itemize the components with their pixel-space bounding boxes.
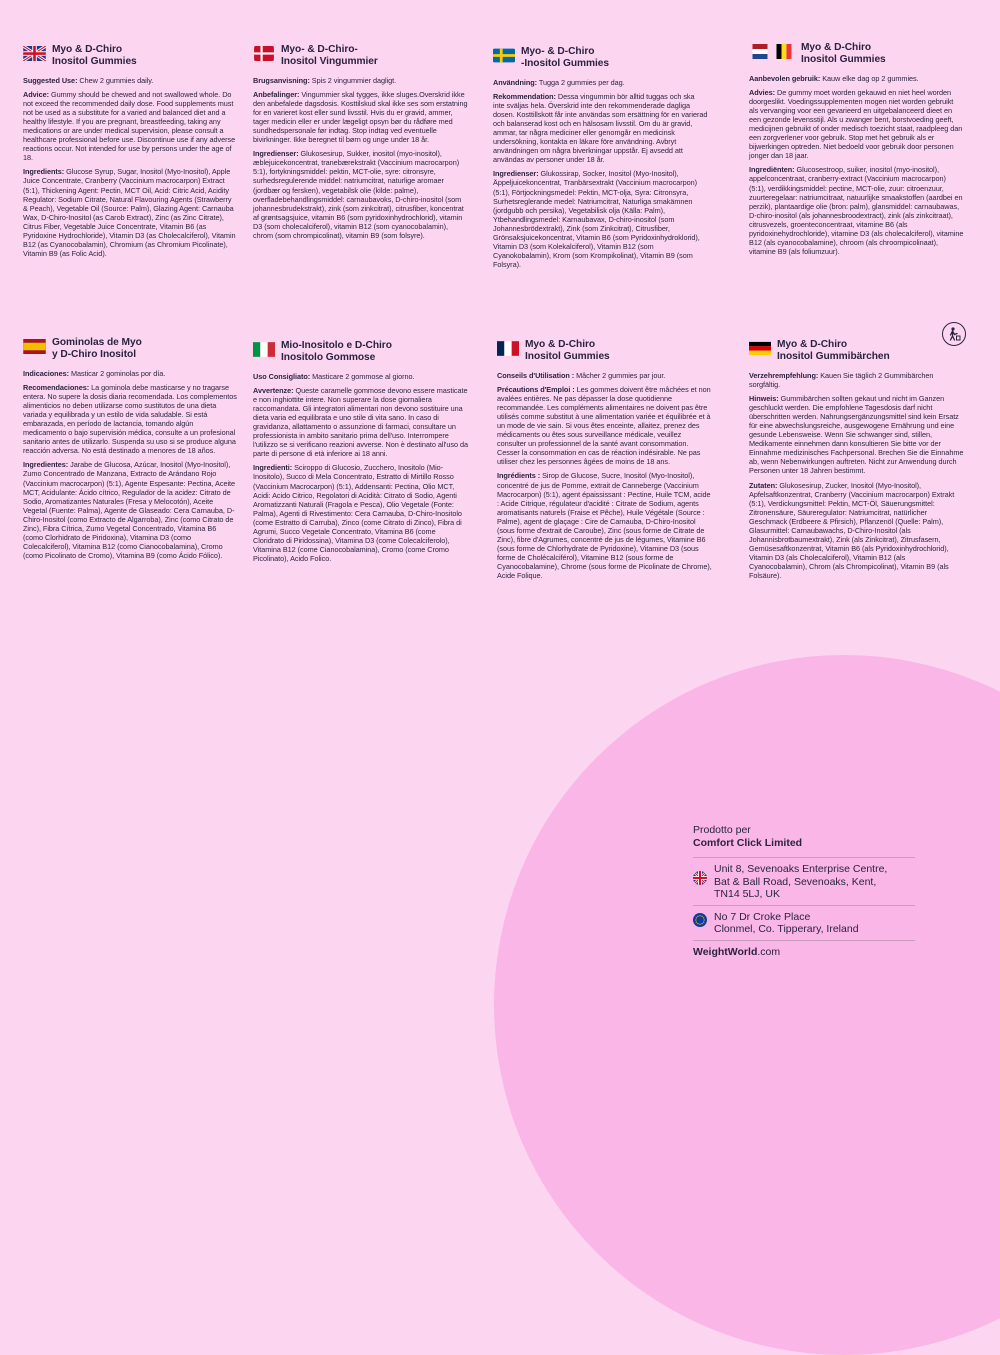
danish-flag-icon: [253, 46, 275, 61]
usage-paragraph: Indicaciones: Masticar 2 gominolas por día.: [23, 369, 166, 378]
ingredients-paragraph: Zutaten: Glukosesirup, Zucker, Inositol (Myo-Inositol), Apfelsaftkonzentrat, Cranberry (Vaccinium macrocarpon) Extrakt (5:1), Verdickungsmittel: Pektin, MCT-Öl, Säuerungsmittel: Zitronensäure, Säureregulator: Natriumcitrat, natürlicher Geschmack (Erdbeere & Pfirsich), Pflanzenöl (Quelle: Palm), Glasurmittel: Carnaubawachs, D-Chiro-Inositol (als Johannisbrotbaumextrakt), Zink (als Zinkcitrat), Zitrusfasern, Gemüsesaftkonzentrat, Vitamin B6 (als Pyridoxinhydrochlorid), Vitamin D3 (als Cholecalciferol), Vitamin B12 (als Cyanocobalamin), Chrom (als Chrompicolinat), Vitamin B9 (als Folsäure).: [749, 480, 955, 580]
website-link[interactable]: WeightWorld.com: [693, 940, 915, 958]
uk-flag-icon: [23, 46, 46, 61]
advice-paragraph: Recomendaciones: La gominola debe masticarse y no tragarse entera. No supere la dosis diaria recomendada. Los complementos alimenticios no deben utilizarse como sustitutos de una dieta variada y equilibrada y un estilo de vida saludable. Si está embarazada, en período de lactancia, tomando algún medicamento o bajo supervisión médica, consulte a un profesional sanitario antes de utilizarlo. Suspenda su uso si se produce alguna reacción adversa. No está destinado a menores de 18 años.: [23, 383, 237, 456]
company-info: [693, 824, 915, 958]
section-title: Myo- & D-Chiro- Inositol Vingummier: [281, 44, 378, 67]
german-flag-icon: [749, 341, 771, 356]
uk-address: Unit 8, Sevenoaks Enterprise Centre, Bat & Ball Road, Sevenoaks, Kent, TN14 5LJ, UK: [714, 863, 888, 900]
section-title: Gominolas de Myo y D-Chiro Inositol: [52, 337, 142, 360]
usage-paragraph: Brugsanvisning: Spis 2 vingummier dagligt.: [253, 76, 397, 85]
advice-paragraph: Rekommendation: Dessa vingummin bör alltid tuggas och ska inte sväljas hela. Överskrid inte den rekommenderade dagliga dosen. Kosttillskott får inte användas som ersättning för en varierad och balanserad kost och en hälsosam livsstil. Om du är gravid, ammar, tar några mediciner eller genomgår en medicinsk undersökning, kontakta en läkare före användning. Avbryt användningen om några biverkningar uppstår. Ej avsedd att användas av personer under 18 år.: [493, 92, 708, 165]
ingredients-paragraph: Ingrédients : Sirop de Glucose, Sucre, Inositol (Myo-Inositol), concentré de jus de Pomme, extrait de Canneberge (Vaccinium Macrocarpon) (5:1), agent épaississant : Pectine, Huile TCM, acide : Acide Citrique, régulateur d'acidité : Citrate de Sodium, agents aromatisants naturels (Fraise et Pêche), Huile Végétale (Source : Palme), agent de glaçage : Cire de Carnauba, D-Chiro-Inositol (sous forme d'extrait de Caroube), Zinc (sous forme de Citrate de Zinc), fibre d'Agrumes, concentré de jus de légumes, Vitamine B6 (sous forme de Chlorhydrate de Pyridoxine), Vitamine D3 (sous forme de Cholécalciférol), Vitamine B12 (sous forme de Cyanocobalamine), Chrome (sous forme de Picolinate de Chrome), Acide Folique.: [497, 471, 712, 580]
ingredients-paragraph: Ingredienser: Glukosesirup, Sukker, inositol (myo-inositol), æblejuicekoncentrat, tranebærekstrakt (Vaccinium macrocarpon) 5:1), fortykningsmiddel: pektin, MCT-olie, syre: citronsyre, surhedsregulerende middel: natriumcitrat, naturlige aromaer (jordbær og fersken), vegetabilsk olie (kilde: palme), overfladebehandlingsmiddel: carnaubavoks, D-chiro-inositol (som johannesbrudekstrakt), zink (som zinkcitrat), citrusfiber, koncentrat af grøntsagsjuice, vitamin B6 (som pyridoxinhydrochlorid), vitamin D3 (som cholecalciferol), vitamin B12 (som cyanocobalamin), chrom (som chrompicolinat), vitamin B9 (som folsyre).: [253, 149, 464, 240]
netherlands-belgium-flag-icon: [749, 44, 795, 59]
section-title: Myo & D-Chiro Inositol Gummies: [525, 339, 610, 362]
produced-by-label: Prodotto per: [693, 824, 751, 836]
usage-paragraph: Verzehrempfehlung: Kauen Sie täglich 2 Gummibärchen sorgfältig.: [749, 371, 934, 390]
section-title: Myo- & D-Chiro -Inositol Gummies: [521, 46, 610, 69]
section-header: [749, 339, 964, 363]
spanish-flag-icon: [23, 339, 46, 354]
section-header: [23, 337, 238, 361]
decorative-pink-circle: [494, 655, 1000, 1355]
advice-paragraph: Avvertenze: Queste caramelle gommose devono essere masticate e non inghiottite intere. Non superare la dose giornaliera raccomandata. Gli integratori alimentari non devono sostituire una dieta varia ed equilibrata e uno stile di vita sano. In caso di gravidanza, allattamento o assunzione di farmaci, consultare un professionista in ambito sanitario prima dell'uso. Interrompere l'utilizzo se si verificano reazioni avverse. Non è destinato all'uso da parte di persone di età inferiore ai 18 anni.: [253, 386, 468, 459]
section-dutch-belgian: [749, 42, 964, 261]
section-danish: [253, 44, 468, 245]
french-flag-icon: [497, 341, 519, 356]
ingredients-paragraph: Ingredients: Glucose Syrup, Sugar, Inositol (Myo-Inositol), Apple Juice Concentrate, Cranberry (Vaccinium macrocarpon) Extract (5:1), Thickening Agent: Pectin, MCT Oil, Acid: Citric Acid, Acidity Regulator: Sodium Citrate, Natural Flavouring Agents (Strawberry & Peach), Vegetable Oil (Source: Palm), Glazing Agent: Carnauba Wax, D-Chiro-Inositol (as Carob Extract), Zinc (as Zinc Citrate), Citrus Fiber, Vegetable Juice Concentrate, Vitamin B6 (as Pyridoxine Hydrochloride), Vitamin D3 (as Cholecalciferol), Vitamin B12 (as Cyanocobalamin), Chromium (as Chromium Picolinate), Vitamin B9 (as Folic Acid).: [23, 167, 236, 258]
usage-paragraph: Användning: Tugga 2 gummies per dag.: [493, 78, 625, 87]
advice-paragraph: Advice: Gummy should be chewed and not swallowed whole. Do not exceed the recommended daily dose. Food supplements must not be used as a substitute for a varied and balanced diet and a healthy lifestyle. If you are pregnant, breastfeeding, taking any medications or are under medical supervision, please consult a healthcare professional before use. Discontinue use if any adverse reactions occur. Not intended for use by persons under the age of 18.: [23, 90, 236, 163]
section-spanish: [23, 337, 238, 565]
usage-paragraph: Conseils d'Utilisation : Mâcher 2 gummies par jour.: [497, 371, 666, 380]
section-header: [493, 46, 708, 70]
usage-paragraph: Aanbevolen gebruik: Kauw elke dag op 2 gummies.: [749, 74, 919, 83]
eu-address-row: [693, 905, 915, 940]
tidyman-icon: [942, 322, 966, 346]
company-name: Comfort Click Limited: [693, 837, 803, 849]
section-english: [23, 44, 238, 263]
section-header: [253, 44, 468, 68]
eu-flag-icon: [693, 913, 707, 930]
section-header: [23, 44, 238, 68]
section-italian: [253, 340, 468, 568]
section-title: Mio-Inositolo e D-Chiro Inositolo Gommose: [281, 340, 392, 363]
ingredients-paragraph: Ingredienti: Sciroppo di Glucosio, Zucchero, Inositolo (Mio-Inositolo), Succo di Mela Concentrato, Estratto di Mirtillo Rosso (Vaccinium Macrocarpon) (5:1), Addensanti: Pectina, Olio MCT, Acidi: Acido Citrico, Regolatori di Acidità: Citrato di Sodio, Agenti Aromatizzanti Naturali (Fragola e Pesca), Olio Vegetale (Fonte: Palma), Agenti di Rivestimento: Cera Carnauba, D-Chiro-Inositolo (come Estratto di Carruba), Zinco (come Citrato di Zinco), Fibra di Agrumi, Succo Vegetale Concentrato, Vitamina B6 (come Cloridrato di Piridossina), Vitamina D3 (come Colecalciferolo), Vitamina B12 (come Cianocobalamina), Cromo (come Cromo Picolinato), Acido Folico.: [253, 463, 462, 563]
section-header: [749, 42, 964, 66]
advice-paragraph: Advies: De gummy moet worden gekauwd en niet heel worden doorgeslikt. Voedingssupplementen mogen niet worden gebruikt als vervanging voor een gevarieerd en uitgebalanceerd dieet en een gezonde levensstijl. Als u zwanger bent, borstvoeding geeft, medicijnen gebruikt of onder medisch toezicht staat, raadpleeg dan een zorgverlener voor gebruik. Stop met het gebruik als er bijwerkingen optreden. Niet bedoeld voor gebruik door personen jonger dan 18 jaar.: [749, 88, 963, 161]
usage-paragraph: Uso Consigliato: Masticare 2 gommose al giorno.: [253, 372, 415, 381]
usage-paragraph: Suggested Use: Chew 2 gummies daily.: [23, 76, 154, 85]
advice-paragraph: Anbefalinger: Vingummier skal tygges, ikke sluges.Overskrid ikke den anbefalede dagsdosis. Kosttilskud skal ikke ses som erstatning for en varieret kost eller sund livsstil. Hvis du er gravid, ammer, tager medicin eller er under lægeligt opsyn bør du rådføre med sundhedspersonale før indtag. Stop indtag ved eventuelle bivirkninger. Ikke beregnet til børn og unge under 18 år.: [253, 90, 468, 145]
advice-paragraph: Hinweis: Gummibärchen sollten gekaut und nicht im Ganzen geschluckt werden. Die empfohlene Tagesdosis darf nicht überschritten werden. Nahrungsergänzungsmittel sind kein Ersatz für eine abwechslungsreiche, ausgewogene Ernährung und eine gesunde Lebensweise. Wenn Sie schwanger sind, stillen, Medikamente einnehmen dann konsultieren Sie bitte vor der Einnahme medizinisches Fachpersonal. Brechen Sie die Einnahme ab, wenn Nebenwirkungen auftreten. Nicht zur Anwendung durch Personen unter 18 Jahren bestimmt.: [749, 394, 964, 476]
ingredients-paragraph: Ingredientes: Jarabe de Glucosa, Azúcar, Inositol (Myo-Inositol), Zumo Concentrado de Manzana, Extracto de Arándano Rojo (Vaccinium macrocarpon) (5:1), Agente Espesante: Pectina, Aceite MCT, Acidulante: Ácido cítrico, Regulador de la acidez: Citrato de Sodio, Aromatizantes Naturales (Fresa y Melocotón), Aceite Vegetal (Fuente: Palma), Agente de Glaseado: Cera Carnauba, D-Chiro-Inositol (como Extracto de Algarroba), Zinc (como Citrato de Zinc), Fibra Cítrica, Zumo Vegetal Concentrado, Vitamina B6 (como Clorhidrato de Piridoxina), Vitamina D3 (como Colecalciferol), Vitamina B12 (como Cianocobalamina), Cromo (como Picolinato de Cromo), Vitamina B9 (como Ácido Fólico).: [23, 460, 236, 560]
section-french: [497, 339, 712, 585]
section-title: Myo & D-Chiro Inositol Gummibärchen: [777, 339, 890, 362]
uk-address-row: [693, 857, 915, 905]
section-title: Myo & D-Chiro Inositol Gummies: [801, 42, 886, 65]
swedish-flag-icon: [493, 48, 515, 63]
advice-paragraph: Précautions d'Emploi : Les gommes doivent être mâchées et non avalées entières. Ne pas dépasser la dose quotidienne recommandée. Les compléments alimentaires ne doivent pas être utilisés comme substitut à une alimentation variée et équilibrée et à un mode de vie sain. Si vous êtes enceinte, allaitez, prenez des médicaments ou êtes sous surveillance médicale, veuillez consulter un professionnel de la santé avant consommation. Cesser la consommation en cas de réaction indésirable. Ne pas utiliser chez les personnes âgées de moins de 18 ans.: [497, 385, 711, 467]
section-title: Myo & D-Chiro Inositol Gummies: [52, 44, 137, 67]
uk-flag-icon: [693, 871, 707, 888]
section-swedish: [493, 46, 708, 274]
eu-address: No 7 Dr Croke Place Clonmel, Co. Tipperary, Ireland: [714, 910, 859, 935]
ingredients-paragraph: Ingredienser: Glukossirap, Socker, Inositol (Myo-Inositol), Äppeljuicekoncentrat, Tranbärsextrakt (Vaccinium macrocarpon) (5:1), Förtjockningsmedel: Pektin, MCT-olja, Syra: Citronsyra, Surhetsreglerande medel: Natriumcitrat, Naturliga smakämnen (jordgubb och persika), Vegetabilisk olja (Källa: Palm), Ytbehandlingsmedel: Karnaubavax, D-chiro-inositol (som Johannesbrödextrakt), Zink (som Zinkcitrat), Citrusfiber, Grönsaksjuicekoncentrat, Vitamin B6 (som Pyridoxinhydroklorid), Vitamin D3 (som Kolekalciferol), Vitamin B12 (som Cyanokobalamin), Krom (som Krompikolinat), Vitamin B9 (som Folsyra).: [493, 169, 700, 269]
section-header: [253, 340, 468, 364]
ingredients-paragraph: Ingrediënten: Glucosestroop, suiker, inositol (myo-inositol), appelconcentraat, cranberry-extract (Vaccinium macrocarpon) (5:1), verdikkingsmiddel: pectine, MCT-olie, zuur: citroenzuur, zuurteregelaar: natriumcitraat, natuurlijke smaakstoffen (aardbei en perzik), plantaardige olie (bron: palm), glansmiddel: carnaubawas, D-chiro-inositol (als johannesbroodextract), zink (als zinkcitraat), citrusvezels, groenteconcentraat, vitamine B6 (als pyridoxinehydrochloride), vitamine D3 (als cholecalciferol), vitamine B12 (als cyanocobalamine), chroom (als chroompicolinaat), vitamine B9 (als foliumzuur).: [749, 165, 964, 256]
section-header: [497, 339, 712, 363]
italian-flag-icon: [253, 342, 275, 357]
section-german: [749, 339, 964, 585]
